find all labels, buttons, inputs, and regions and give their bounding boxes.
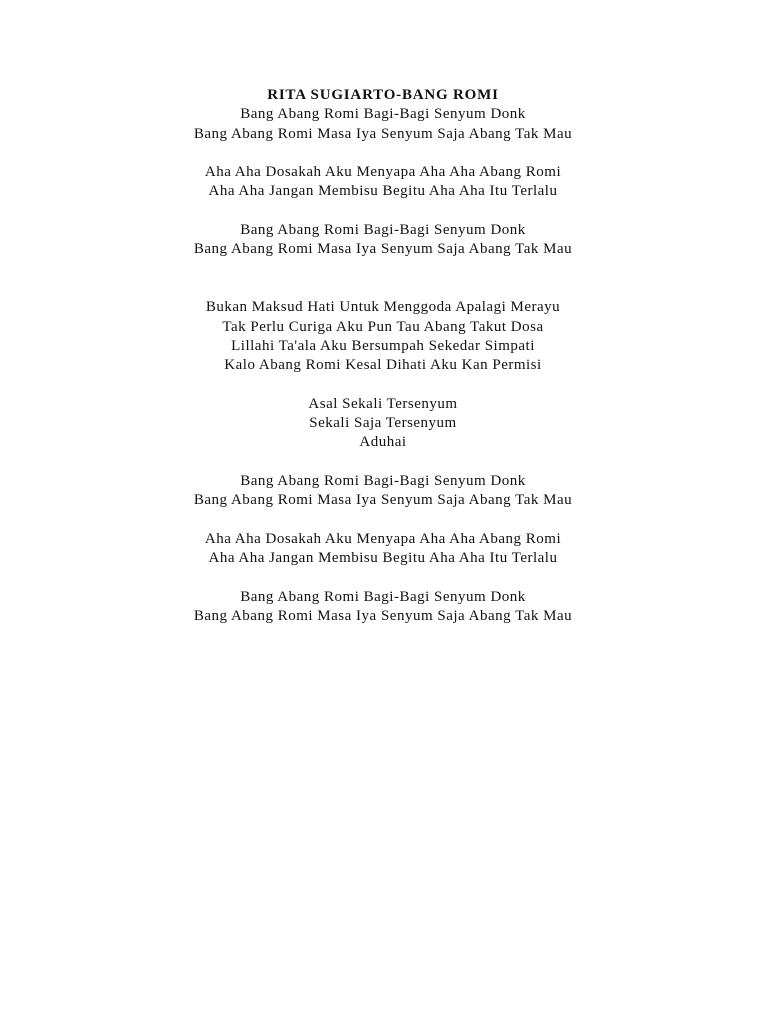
lyric-line: Bang Abang Romi Bagi-Bagi Senyum Donk [240, 106, 526, 123]
lyrics-body [0, 86, 766, 626]
stanza-7 [0, 530, 766, 569]
stanza-4 [0, 298, 766, 375]
lyric-line: Aha Aha Dosakah Aku Menyapa Aha Aha Abang Romi [204, 164, 562, 181]
lyric-line: Kalo Abang Romi Kesal Dihati Aku Kan Permisi [224, 357, 542, 374]
stanza-gap [0, 568, 766, 587]
stanza-1 [0, 105, 766, 144]
stanza-gap [0, 202, 766, 221]
lyric-line: Tak Perlu Curiga Aku Pun Tau Abang Takut Dosa [222, 318, 544, 335]
lyric-line: Asal Sekali Tersenyum [308, 395, 458, 412]
stanza-8 [0, 588, 766, 627]
stanza-gap [0, 511, 766, 530]
lyric-line: Aha Aha Dosakah Aku Menyapa Aha Aha Abang Romi [204, 530, 562, 547]
lyric-line: Aha Aha Jangan Membisu Begitu Aha Aha Itu Terlalu [208, 550, 558, 567]
lyric-line: Sekali Saja Tersenyum [309, 415, 457, 432]
stanza-3 [0, 221, 766, 260]
stanza-gap [0, 375, 766, 394]
lyric-line: Bang Abang Romi Bagi-Bagi Senyum Donk [240, 222, 526, 239]
lyric-line: Bang Abang Romi Masa Iya Senyum Saja Abang Tak Mau [193, 608, 573, 625]
lyric-line: Lillahi Ta'ala Aku Bersumpah Sekedar Simpati [231, 337, 535, 354]
lyric-line: Bang Abang Romi Masa Iya Senyum Saja Abang Tak Mau [193, 492, 573, 509]
stanza-gap [0, 260, 766, 299]
lyric-line: Bang Abang Romi Bagi-Bagi Senyum Donk [240, 588, 526, 605]
lyric-line: Bang Abang Romi Masa Iya Senyum Saja Abang Tak Mau [193, 241, 573, 258]
song-title: RITA SUGIARTO-BANG ROMI [267, 87, 499, 103]
stanza-gap [0, 144, 766, 163]
stanza-2 [0, 163, 766, 202]
lyric-line: Bang Abang Romi Bagi-Bagi Senyum Donk [240, 472, 526, 489]
lyric-line: Bang Abang Romi Masa Iya Senyum Saja Abang Tak Mau [193, 125, 573, 142]
lyric-line: Aduhai [359, 434, 407, 451]
stanza-5 [0, 395, 766, 453]
lyric-line: Aha Aha Jangan Membisu Begitu Aha Aha Itu Terlalu [208, 183, 558, 200]
lyric-line: Bukan Maksud Hati Untuk Menggoda Apalagi Merayu [205, 299, 561, 316]
stanza-gap [0, 453, 766, 472]
stanza-6 [0, 472, 766, 511]
